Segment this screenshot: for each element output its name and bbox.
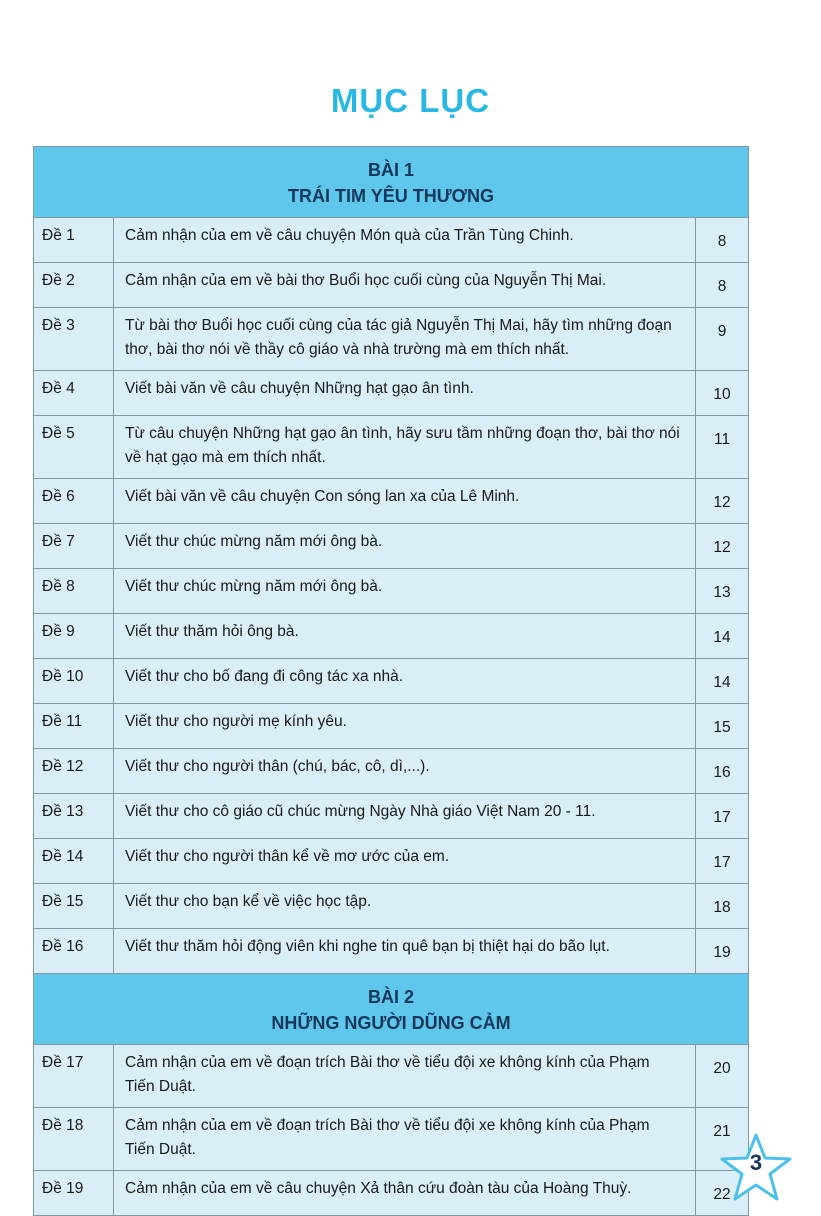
toc-row [34,1045,749,1108]
row-label: Đề 6 [34,479,114,524]
section-lesson: BÀI 1 [368,160,415,180]
row-page: 10 [696,371,749,416]
toc-row [34,929,749,974]
row-label: Đề 7 [34,524,114,569]
toc-row [34,749,749,794]
row-label: Đề 14 [34,839,114,884]
row-label: Đề 5 [34,416,114,479]
row-page: 12 [696,524,749,569]
toc-row [34,218,749,263]
toc-row [34,371,749,416]
row-page: 18 [696,884,749,929]
row-page: 13 [696,569,749,614]
row-label: Đề 19 [34,1171,114,1216]
page-title: MỤC LỤC [330,82,491,119]
row-label: Đề 4 [34,371,114,416]
row-description: Cảm nhận của em về câu chuyện Món quà của Trần Tùng Chinh. [114,218,696,263]
table-of-contents [33,146,749,1216]
row-description: Cảm nhận của em về đoạn trích Bài thơ về tiểu đội xe không kính của Phạm Tiến Duật. [114,1045,696,1108]
row-page: 16 [696,749,749,794]
row-label: Đề 12 [34,749,114,794]
row-description: Viết thư thăm hỏi động viên khi nghe tin quê bạn bị thiệt hại do bão lụt. [114,929,696,974]
row-page: 14 [696,659,749,704]
row-description: Cảm nhận của em về bài thơ Buổi học cuối cùng của Nguyễn Thị Mai. [114,263,696,308]
row-label: Đề 17 [34,1045,114,1108]
row-page: 19 [696,929,749,974]
toc-row [34,1171,749,1216]
row-page: 8 [696,263,749,308]
section-header [34,974,749,1045]
row-label: Đề 8 [34,569,114,614]
row-label: Đề 3 [34,308,114,371]
row-label: Đề 16 [34,929,114,974]
toc-row [34,659,749,704]
toc-row [34,1108,749,1171]
toc-row [34,884,749,929]
row-label: Đề 11 [34,704,114,749]
row-description: Viết thư cho cô giáo cũ chúc mừng Ngày Nhà giáo Việt Nam 20 - 11. [114,794,696,839]
toc-row [34,263,749,308]
row-page: 17 [696,839,749,884]
row-label: Đề 13 [34,794,114,839]
row-description: Cảm nhận của em về đoạn trích Bài thơ về tiểu đội xe không kính của Phạm Tiến Duật. [114,1108,696,1171]
toc-row [34,704,749,749]
row-page: 20 [696,1045,749,1108]
row-description: Viết thư chúc mừng năm mới ông bà. [114,569,696,614]
row-description: Viết thư chúc mừng năm mới ông bà. [114,524,696,569]
row-description: Từ bài thơ Buổi học cuối cùng của tác giả Nguyễn Thị Mai, hãy tìm những đoạn thơ, bài thơ nói về thầy cô giáo và nhà trường mà em thích nhất. [114,308,696,371]
toc-row [34,308,749,371]
toc-row [34,839,749,884]
row-label: Đề 15 [34,884,114,929]
section-name: TRÁI TIM YÊU THƯƠNG [288,186,494,206]
row-description: Viết thư cho bố đang đi công tác xa nhà. [114,659,696,704]
row-page: 14 [696,614,749,659]
row-description: Viết thư thăm hỏi ông bà. [114,614,696,659]
row-page: 11 [696,416,749,479]
toc-row [34,524,749,569]
toc-row [34,569,749,614]
row-label: Đề 18 [34,1108,114,1171]
row-description: Viết bài văn về câu chuyện Con sóng lan xa của Lê Minh. [114,479,696,524]
row-label: Đề 10 [34,659,114,704]
row-page: 21 [696,1108,749,1171]
row-description: Viết thư cho người thân kể về mơ ước của em. [114,839,696,884]
row-description: Cảm nhận của em về câu chuyện Xả thân cứu đoàn tàu của Hoàng Thuỳ. [114,1171,696,1216]
row-label: Đề 2 [34,263,114,308]
section-lesson: BÀI 2 [368,987,415,1007]
row-page: 22 [696,1171,749,1216]
toc-row [34,416,749,479]
row-page: 15 [696,704,749,749]
toc-row [34,479,749,524]
row-description: Từ câu chuyện Những hạt gạo ân tình, hãy sưu tầm những đoạn thơ, bài thơ nói về hạt gạo mà em thích nhất. [114,416,696,479]
section-header [34,147,749,218]
row-page: 17 [696,794,749,839]
toc-row [34,614,749,659]
row-label: Đề 1 [34,218,114,263]
row-description: Viết thư cho bạn kể về việc học tập. [114,884,696,929]
section-name: NHỮNG NGƯỜI DŨNG CẢM [271,1013,511,1033]
row-label: Đề 9 [34,614,114,659]
row-page: 12 [696,479,749,524]
toc-row [34,794,749,839]
row-description: Viết thư cho người thân (chú, bác, cô, dì,...). [114,749,696,794]
row-page: 8 [696,218,749,263]
row-page: 9 [696,308,749,371]
page-number: 3 [749,1150,763,1175]
row-description: Viết thư cho người mẹ kính yêu. [114,704,696,749]
row-description: Viết bài văn về câu chuyện Những hạt gạo ân tình. [114,371,696,416]
